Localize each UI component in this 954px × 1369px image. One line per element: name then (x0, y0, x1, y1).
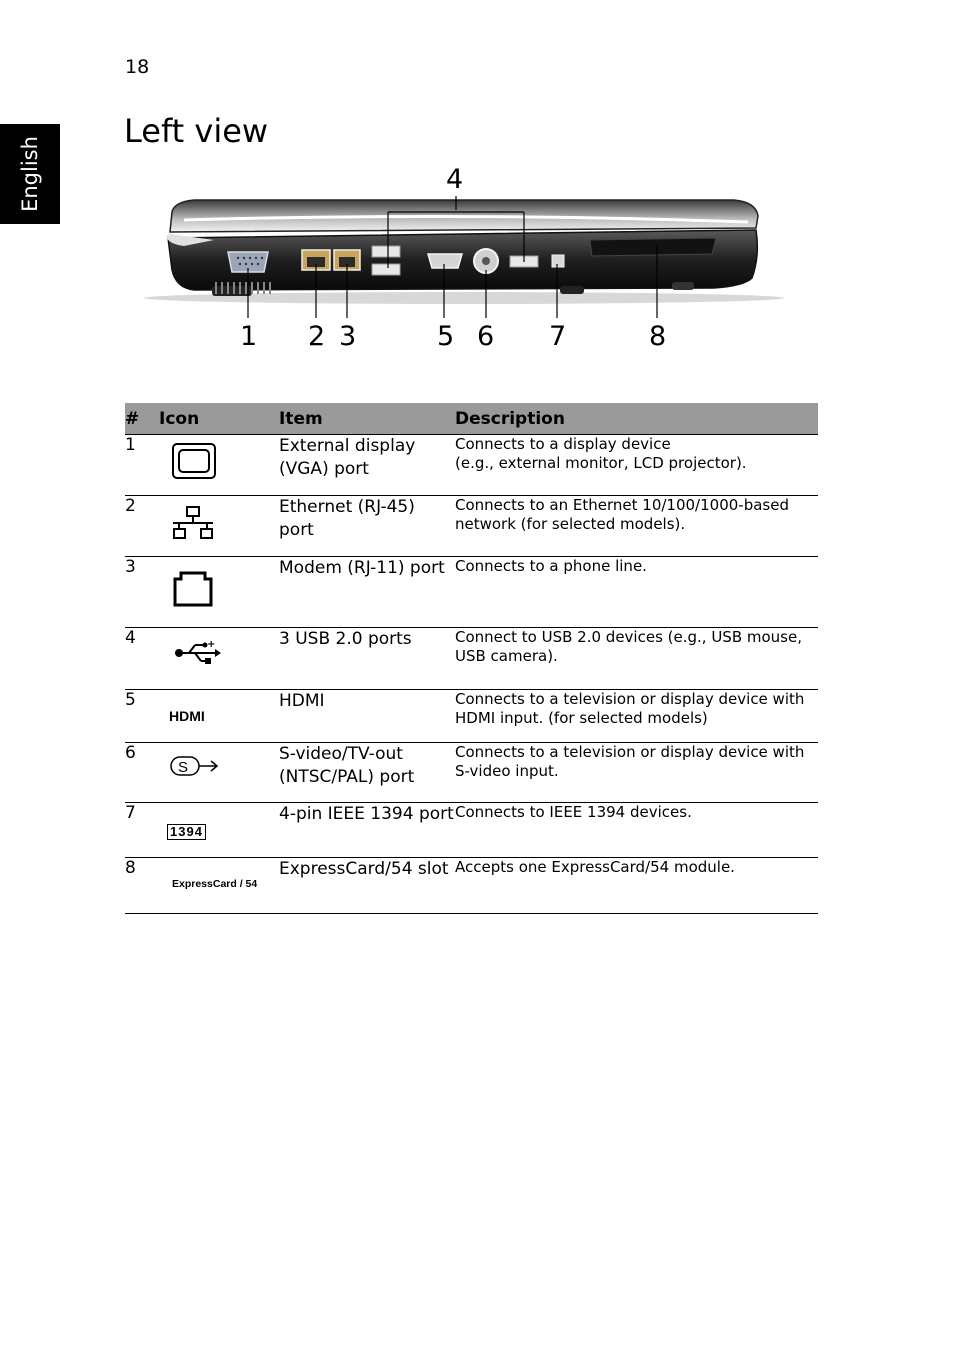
callout-8: 8 (649, 321, 667, 352)
row-description: Connects to IEEE 1394 devices. (455, 803, 818, 858)
callout-2: 2 (308, 321, 326, 352)
callout-1: 1 (240, 321, 258, 352)
table-header-row (125, 403, 818, 435)
expresscard-slot (590, 238, 716, 256)
row-description: Connects to an Ethernet 10/100/1000-based network (for selected models). (455, 496, 818, 557)
callout-4: 4 (446, 164, 464, 195)
header-num: # (125, 403, 159, 435)
table-row (125, 435, 818, 496)
row-description: Connects to a television or display device with HDMI input. (for selected models) (455, 690, 818, 743)
callout-7: 7 (549, 321, 567, 352)
vga-port-icon (159, 435, 279, 491)
row-item: ExpressCard/54 slot (279, 858, 455, 914)
table-row (125, 743, 818, 803)
row-icon-cell (159, 743, 279, 803)
table-row (125, 496, 818, 557)
row-num: 3 (125, 557, 159, 628)
expresscard-icon: ExpressCard / 54 (172, 878, 258, 890)
modem-port-icon (159, 557, 279, 623)
row-icon-cell (159, 435, 279, 496)
language-tab (0, 124, 60, 224)
usb-icon (159, 628, 279, 685)
page-number: 18 (125, 56, 150, 78)
table-row (125, 628, 818, 690)
row-num: 5 (125, 690, 159, 743)
row-icon-cell (159, 690, 279, 743)
table-row (125, 690, 818, 743)
row-item: HDMI (279, 690, 455, 743)
row-icon-cell (159, 628, 279, 690)
row-num: 4 (125, 628, 159, 690)
language-tab-label: English (18, 136, 42, 212)
callout-5: 5 (437, 321, 455, 352)
usb-port (372, 264, 400, 275)
row-icon-cell (159, 803, 279, 858)
row-item: 3 USB 2.0 ports (279, 628, 455, 690)
row-description: Connects to a phone line. (455, 557, 818, 628)
laptop-foot (672, 282, 694, 290)
row-description: Connects to a television or display device with S-video input. (455, 743, 818, 803)
row-description: Accepts one ExpressCard/54 module. (455, 858, 818, 914)
row-num: 1 (125, 435, 159, 496)
header-icon: Icon (159, 403, 279, 435)
row-item: External display (VGA) port (279, 435, 455, 496)
header-description: Description (455, 403, 818, 435)
callout-3: 3 (339, 321, 357, 352)
usb-port (372, 246, 400, 257)
ieee1394-icon: 1394 (159, 803, 279, 840)
svg-text:+: + (207, 639, 216, 650)
row-num: 6 (125, 743, 159, 803)
table-row (125, 557, 818, 628)
row-description: Connects to a display device (e.g., external monitor, LCD projector). (455, 435, 818, 496)
hdmi-icon: HDMI (169, 708, 205, 724)
row-item: 4-pin IEEE 1394 port (279, 803, 455, 858)
hdmi-port (428, 254, 462, 268)
row-num: 8 (125, 858, 159, 914)
row-icon-cell (159, 858, 279, 914)
row-item: S-video/TV-out (NTSC/PAL) port (279, 743, 455, 803)
row-description: Connect to USB 2.0 devices (e.g., USB mouse, USB camera). (455, 628, 818, 690)
laptop-foot (560, 286, 584, 294)
row-icon-cell (159, 557, 279, 628)
row-item: Modem (RJ-11) port (279, 557, 455, 628)
s-video-icon (159, 743, 279, 798)
svg-text:S: S (178, 759, 189, 776)
header-item: Item (279, 403, 455, 435)
table-row (125, 858, 818, 914)
table-row (125, 803, 818, 858)
ethernet-port-icon (159, 496, 279, 552)
row-num: 7 (125, 803, 159, 858)
page-title: Left view (124, 112, 269, 150)
ieee1394-port (552, 255, 564, 267)
callout-6: 6 (477, 321, 495, 352)
laptop-left-view-illustration (124, 160, 818, 360)
port-spec-table (125, 403, 818, 914)
row-item: Ethernet (RJ-45) port (279, 496, 455, 557)
row-num: 2 (125, 496, 159, 557)
s-video-port-center (482, 257, 490, 265)
row-icon-cell (159, 496, 279, 557)
